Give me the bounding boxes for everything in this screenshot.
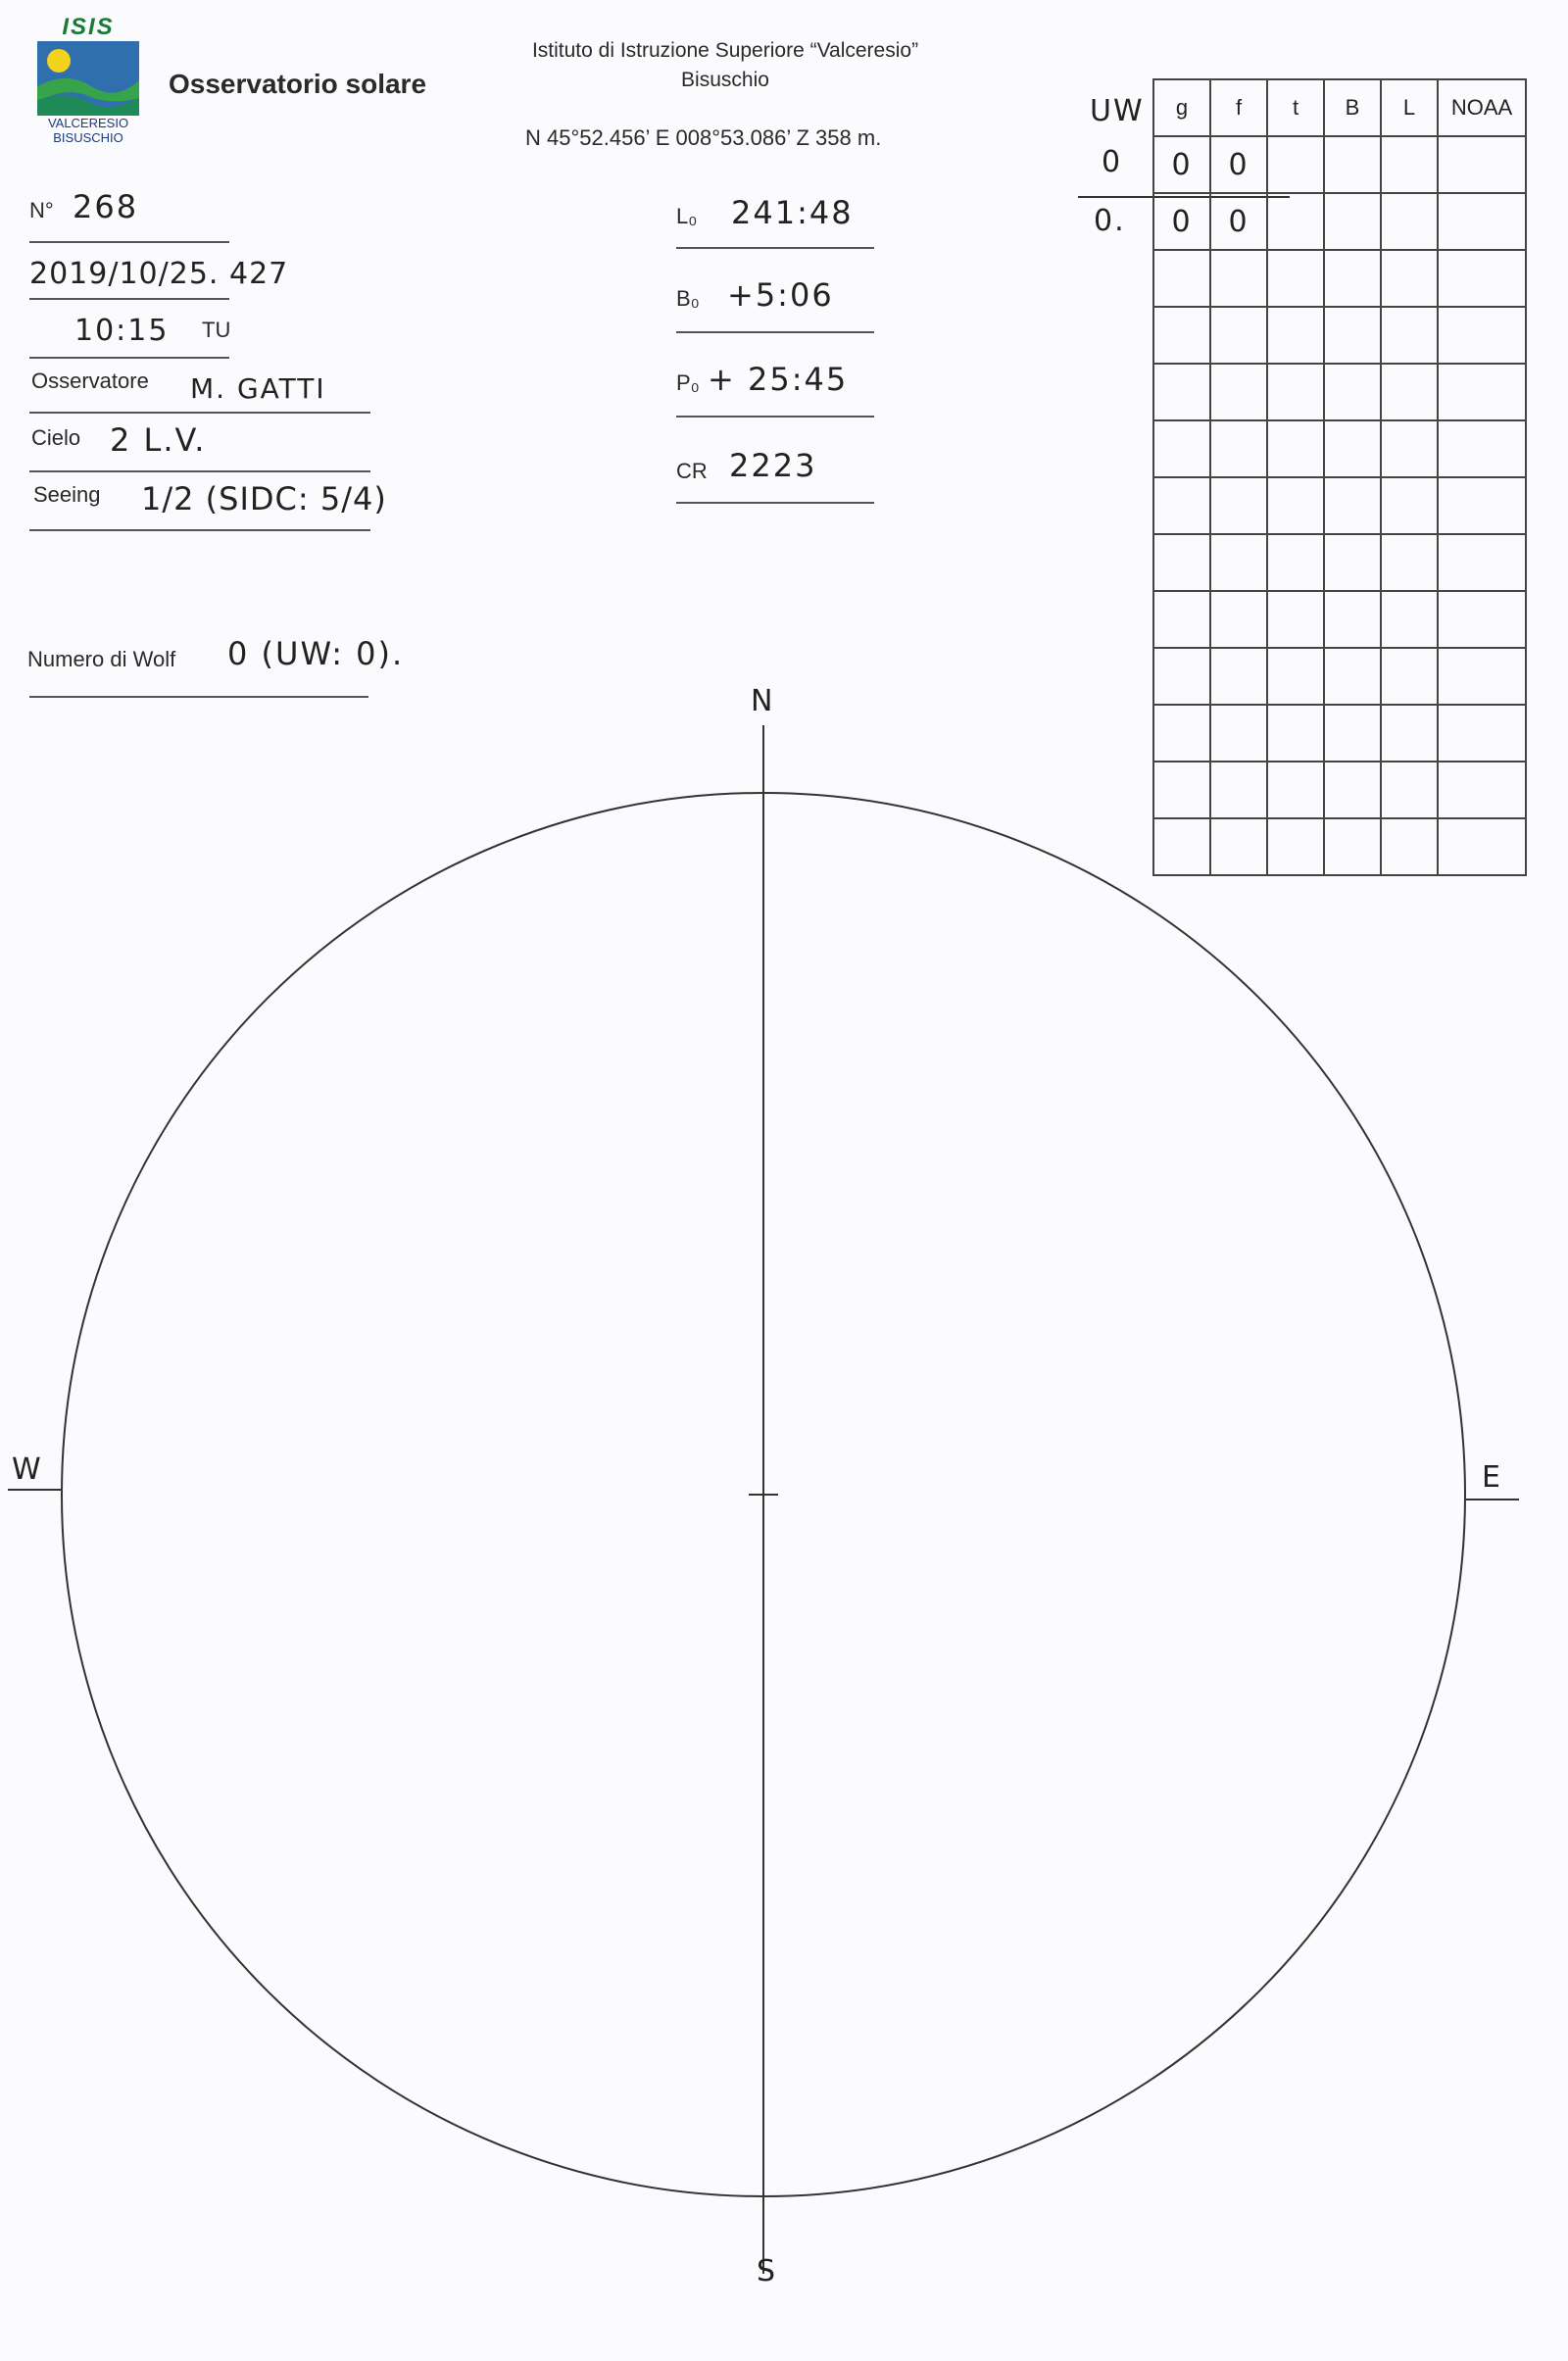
table-cell — [1324, 250, 1381, 307]
cr-value: 2223 — [729, 447, 817, 484]
date-value: 2019/10/25. 427 — [29, 257, 289, 291]
table-cell — [1267, 193, 1324, 250]
l0-rule — [676, 247, 874, 249]
cr-label: CR — [676, 459, 708, 483]
solar-disk-diagram — [0, 686, 1568, 2361]
number-label: N° — [29, 198, 54, 222]
table-cell — [1210, 534, 1267, 591]
table-cell — [1438, 250, 1526, 307]
table-cell — [1324, 420, 1381, 477]
table-header-6: NOAA — [1438, 79, 1526, 136]
table-cell — [1381, 136, 1438, 193]
table-cell — [1153, 420, 1210, 477]
table-row — [1153, 136, 1526, 193]
table-cell: 0 — [1210, 136, 1267, 193]
uw-row-value: 0 — [1102, 145, 1123, 179]
table-header-3: t — [1267, 79, 1324, 136]
seeing-value: 1/2 (SIDC: 5/4) — [141, 480, 387, 517]
table-cell — [1324, 307, 1381, 364]
table-cell — [1153, 364, 1210, 420]
cr-rule — [676, 502, 874, 504]
logo-emblem-icon — [37, 41, 139, 116]
p0-value: + 25:45 — [708, 361, 849, 398]
number-rule — [29, 241, 229, 243]
table-header-1: g — [1153, 79, 1210, 136]
table-cell — [1210, 477, 1267, 534]
table-header-5: L — [1381, 79, 1438, 136]
table-cell — [1324, 364, 1381, 420]
observer-rule — [29, 412, 370, 414]
table-cell — [1324, 477, 1381, 534]
table-cell — [1153, 307, 1210, 364]
table-cell — [1267, 477, 1324, 534]
observatory-coordinates: N 45°52.456’ E 008°53.086’ Z 358 m. — [525, 125, 882, 150]
table-cell — [1381, 591, 1438, 648]
table-cell — [1210, 250, 1267, 307]
time-value: 10:15 — [74, 314, 170, 348]
b0-rule — [676, 331, 874, 333]
table-cell — [1210, 591, 1267, 648]
table-header-row — [1153, 79, 1526, 136]
table-cell — [1267, 250, 1324, 307]
institute-name: Istituto di Istruzione Superiore “Valceresio” — [531, 39, 919, 62]
table-cell — [1324, 136, 1381, 193]
observer-value: M. GATTI — [190, 372, 326, 405]
table-cell — [1267, 534, 1324, 591]
school-logo — [33, 14, 143, 153]
time-unit: TU — [202, 318, 231, 342]
observer-label: Osservatore — [31, 369, 149, 393]
north-label: N — [751, 684, 775, 718]
table-cell — [1438, 591, 1526, 648]
sky-label: Cielo — [31, 425, 81, 450]
table-cell — [1267, 136, 1324, 193]
b0-label: B₀ — [676, 286, 700, 311]
table-cell — [1267, 364, 1324, 420]
table-row — [1153, 193, 1526, 250]
seeing-rule — [29, 529, 370, 531]
sky-rule — [29, 470, 370, 472]
institute-town: Bisuschio — [681, 69, 769, 91]
table-row — [1153, 591, 1526, 648]
table-cell — [1381, 307, 1438, 364]
table-cell: 0 — [1153, 193, 1210, 250]
table-row — [1153, 477, 1526, 534]
south-label: S — [757, 2254, 778, 2288]
table-cell — [1438, 193, 1526, 250]
table-cell — [1438, 136, 1526, 193]
logo-line-1: VALCERESIO — [47, 116, 129, 130]
table-row — [1153, 420, 1526, 477]
p0-rule — [676, 416, 874, 418]
east-label: E — [1482, 1460, 1502, 1495]
table-header-2: f — [1210, 79, 1267, 136]
page-title: Osservatorio solare — [169, 69, 427, 99]
wolf-number-value: 0 (UW: 0). — [227, 635, 405, 672]
table-cell — [1381, 193, 1438, 250]
table-cell — [1438, 420, 1526, 477]
logo-top-text: ISIS — [62, 14, 115, 40]
table-cell — [1381, 534, 1438, 591]
table-cell — [1153, 534, 1210, 591]
table-cell — [1324, 591, 1381, 648]
table-cell — [1153, 591, 1210, 648]
table-cell — [1381, 420, 1438, 477]
table-cell — [1381, 477, 1438, 534]
table-cell: 0 — [1153, 136, 1210, 193]
table-cell — [1153, 250, 1210, 307]
table-cell — [1438, 364, 1526, 420]
table-cell — [1324, 193, 1381, 250]
table-cell — [1267, 307, 1324, 364]
b0-value: +5:06 — [727, 276, 834, 314]
table-cell — [1210, 307, 1267, 364]
west-label: W — [12, 1452, 43, 1487]
table-row — [1153, 250, 1526, 307]
p0-label: P₀ — [676, 370, 700, 395]
l0-label: L₀ — [676, 204, 698, 228]
table-row — [1153, 534, 1526, 591]
date-rule — [29, 298, 229, 300]
table-header-4: B — [1324, 79, 1381, 136]
table-cell — [1381, 250, 1438, 307]
wolf-number-label: Numero di Wolf — [27, 647, 176, 671]
logo-bottom-text — [33, 116, 143, 145]
seeing-label: Seeing — [33, 482, 101, 507]
table-cell — [1210, 420, 1267, 477]
table-cell — [1438, 534, 1526, 591]
table-cell — [1324, 534, 1381, 591]
table-cell — [1267, 420, 1324, 477]
table-cell — [1153, 477, 1210, 534]
l0-value: 241:48 — [731, 194, 854, 231]
table-cell — [1381, 364, 1438, 420]
table-cell: 0 — [1210, 193, 1267, 250]
table-row — [1153, 364, 1526, 420]
table-cell — [1438, 307, 1526, 364]
table-row — [1153, 307, 1526, 364]
logo-line-2: BISUSCHIO — [53, 130, 123, 145]
table-cell — [1438, 477, 1526, 534]
table-cell — [1267, 591, 1324, 648]
sky-value: 2 L.V. — [110, 421, 207, 459]
table-cell — [1210, 364, 1267, 420]
uw-row2-value: 0. — [1094, 204, 1126, 238]
uw-label: UW — [1090, 94, 1145, 128]
number-value: 268 — [73, 188, 139, 225]
time-rule — [29, 357, 229, 359]
